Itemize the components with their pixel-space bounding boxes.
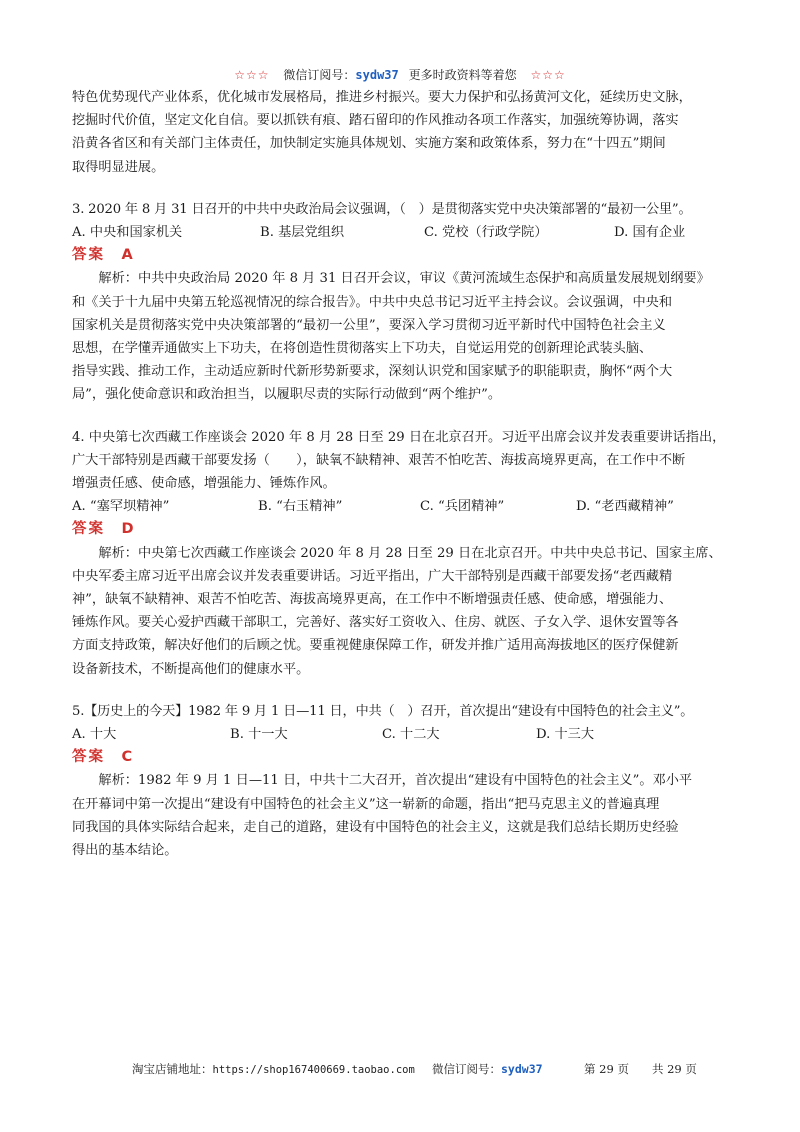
analysis-line: 锤炼作风。要关心爱护西藏干部职工，完善好、落实好工资收入、住房、就医、子女入学、退休安置等各 [72,615,679,631]
option-d: D. 国有企业 [614,225,686,241]
analysis-line: 同我国的具体实际结合起来，走自己的道路，建设有中国特色的社会主义，这就是我们总结长期历史经验 [72,819,679,835]
analysis [72,769,734,862]
intro-line: 沿黄各省区和有关部门主体责任，加快制定实施具体规划、实施方案和政策体系，努力在“十四五”期间 [72,136,666,152]
star-left-icon: ☆☆☆ [234,68,270,82]
option-c: C. “兵团精神” [420,499,505,515]
answer-label: 答案 A [72,247,135,264]
analysis-line: 指导实践、推动工作，主动适应新时代新形势新要求，深刻认识党和国家赋予的职能职责，胸怀“两个大 [72,364,673,380]
page-header [0,66,800,83]
header-suffix: 更多时政资料等着您 [408,68,517,82]
footer-wechat [432,1061,543,1077]
wechat-code: sydw37 [501,1062,543,1076]
analysis-line: 方面支持政策，解决好他们的后顾之忧。要重视健康保障工作，研发并推广适用高海拔地区的医疗保健新 [72,638,679,654]
analysis-line: 设备新技术，不断提高他们的健康水平。 [72,661,310,677]
analysis-line: 解析：中共中央政治局 2020 年 8 月 31 日召开会议，审议《黄河流域生态保护和高质量发展规划纲要》 [98,271,710,287]
option-list [72,723,734,746]
option-list [72,221,734,244]
intro-line: 挖掘时代价值，坚定文化自信。要以抓铁有痕、踏石留印的作风推动各项工作落实，加强统筹协调，落实 [72,113,679,129]
option-b: B. 基层党组织 [260,225,345,241]
analysis [72,542,734,681]
analysis-line: 中央军委主席习近平出席会议并发表重要讲话。习近平指出，广大干部特别是西藏干部要发扬“老西藏精 [72,568,673,584]
option-c: C. 党校（行政学院） [424,225,548,241]
answer-label: 答案 C [72,749,135,766]
intro-line: 取得明显进展。 [72,159,165,175]
shop-label: 淘宝店铺地址： [132,1062,213,1076]
option-c: C. 十二大 [382,727,440,743]
question-5 [72,700,734,862]
analysis-line: 思想，在学懂弄通做实上下功夫，在将创造性贯彻落实上下功夫，自觉运用党的创新理论武装头脑、 [72,341,653,357]
option-d: D. “老西藏精神” [576,499,674,515]
option-a: A. 中央和国家机关 [72,225,183,241]
analysis-line: 解析：中央第七次西藏工作座谈会 2020 年 8 月 28 日至 29 日在北京召开。中共中央总书记、国家主席、 [98,545,722,561]
analysis [72,267,734,406]
header-wechat-code: sydw37 [355,68,399,82]
main-content [72,86,734,862]
option-list [72,495,734,518]
analysis-line: 局”，强化使命意识和政治担当，以履职尽责的实际行动做到“两个维护”。 [72,387,502,403]
analysis-line: 解析：1982 年 9 月 1 日—11 日，中共十二大召开，首次提出“建设有中国特色的社会主义”。邓小平 [98,773,693,789]
analysis-line: 和《关于十九届中央第五轮巡视情况的综合报告》。中共中央总书记习近平主持会议。会议强调，中央和 [72,294,673,310]
question-3 [72,198,734,407]
question-stem: 5.【历史上的今天】1982 年 9 月 1 日—11 日，中共（ ）召开，首次提出“建设有中国特色的社会主义”。 [72,703,694,719]
analysis-line: 在开幕词中第一次提出“建设有中国特色的社会主义”这一崭新的命题，指出“把马克思主义的普遍真理 [72,796,660,812]
intro-paragraph [72,86,734,179]
shop-address [132,1061,415,1077]
question-stem: 广大干部特别是西藏干部要发扬（ ），缺氧不缺精神、艰苦不怕吃苦、海拔高境界更高，在工作中不断 [72,452,686,468]
question-stem: 4. 中央第七次西藏工作座谈会 2020 年 8 月 28 日至 29 日在北京召开。习近平出席会议并发表重要讲话指出， [72,429,726,445]
analysis-line: 神”，缺氧不缺精神、艰苦不怕吃苦、海拔高境界更高，在工作中不断增强责任感、使命感，增强能力、 [72,592,673,608]
option-d: D. 十三大 [536,727,595,743]
question-stem: 增强责任感、使命感，增强能力、锤炼作风。 [72,476,336,492]
question-stem: 3. 2020 年 8 月 31 日召开的中共中央政治局会议强调，（ ）是贯彻落实党中央决策部署的“最初一公里”。 [72,201,692,217]
intro-line: 特色优势现代产业体系，优化城市发展格局，推进乡村振兴。要大力保护和弘扬黄河文化，延续历史文脉， [72,90,692,105]
option-a: A. “塞罕坝精神” [72,499,170,515]
shop-url-link[interactable]: https://shop167400669.taobao.com [212,1064,415,1076]
page-number: 第 29 页 共 29 页 [584,1062,697,1076]
option-b: B. 十一大 [230,727,288,743]
star-right-icon: ☆☆☆ [530,68,566,82]
option-b: B. “右玉精神” [258,499,343,515]
answer-label: 答案 D [72,521,136,538]
header-prefix: 微信订阅号： [283,68,356,82]
analysis-line: 国家机关是贯彻落实党中央决策部署的“最初一公里”，要深入学习贯彻习近平新时代中国特色社会主义 [72,317,666,333]
option-a: A. 十大 [72,727,117,743]
wechat-label: 微信订阅号： [432,1062,501,1076]
analysis-line: 得出的基本结论。 [72,843,178,859]
question-4 [72,426,734,681]
